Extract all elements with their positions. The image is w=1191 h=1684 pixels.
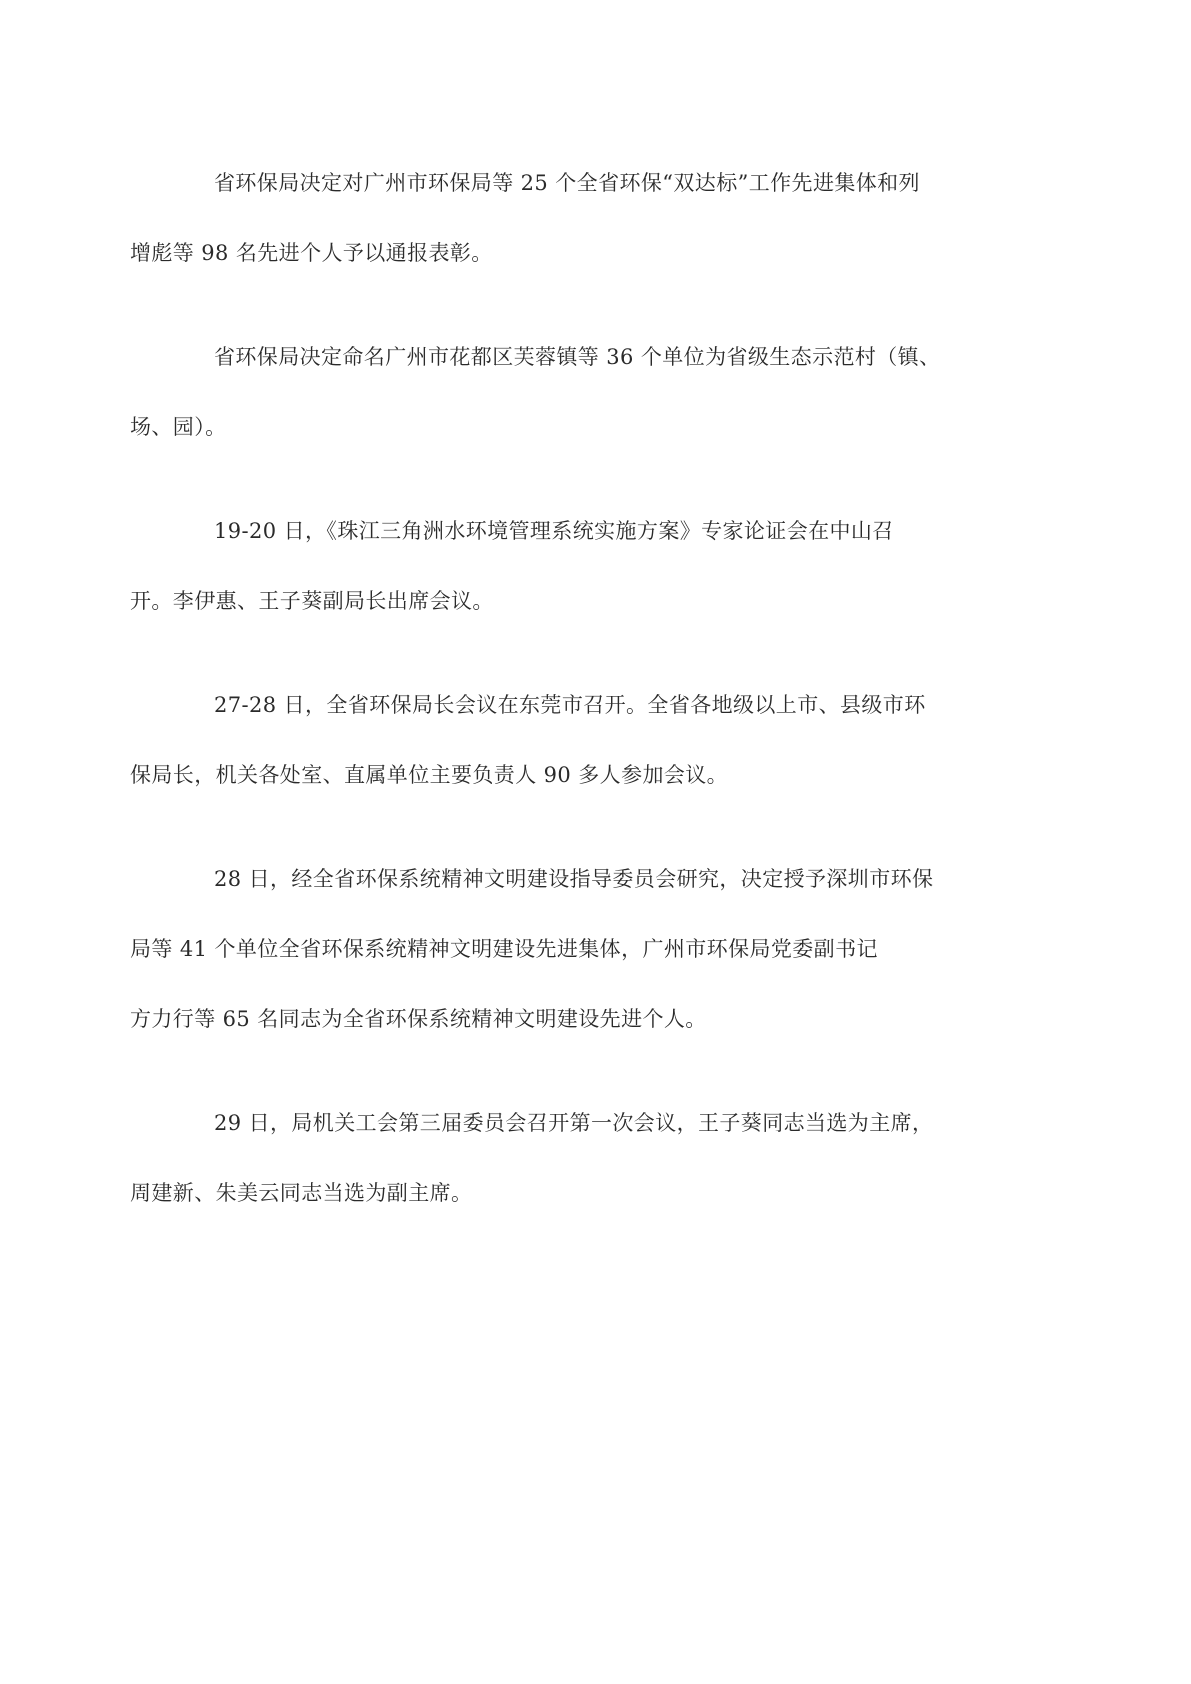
paragraph-directors-meeting bbox=[130, 670, 1020, 810]
paragraph-expert-review bbox=[130, 496, 1020, 636]
paragraph-line: 27-28 日，全省环保局长会议在东莞市召开。全省各地级以上市、县级市环 bbox=[214, 693, 926, 717]
paragraph-line: 方力行等 65 名同志为全省环保系统精神文明建设先进个人。 bbox=[130, 1007, 707, 1031]
paragraph-line: 28 日，经全省环保系统精神文明建设指导委员会研究，决定授予深圳市环保 bbox=[214, 867, 934, 891]
paragraph-line: 局等 41 个单位全省环保系统精神文明建设先进集体，广州市环保局党委副书记 bbox=[130, 937, 878, 961]
document-body bbox=[130, 148, 1020, 1262]
paragraph-eco-villages bbox=[130, 322, 1020, 462]
paragraph-line: 29 日，局机关工会第三届委员会召开第一次会议，王子葵同志当选为主席， bbox=[214, 1111, 934, 1135]
paragraph-line: 增彪等 98 名先进个人予以通报表彰。 bbox=[130, 241, 493, 265]
paragraph-line: 19-20 日，《珠江三角洲水环境管理系统实施方案》专家论证会在中山召 bbox=[214, 519, 894, 543]
paragraph-commendation bbox=[130, 148, 1020, 288]
paragraph-line: 场、园）。 bbox=[130, 415, 227, 439]
paragraph-line: 开。李伊惠、王子葵副局长出席会议。 bbox=[130, 589, 494, 613]
paragraph-line: 保局长，机关各处室、直属单位主要负责人 90 多人参加会议。 bbox=[130, 763, 729, 787]
paragraph-line: 省环保局决定对广州市环保局等 25 个全省环保“双达标”工作先进集体和列 bbox=[214, 171, 920, 195]
paragraph-line: 省环保局决定命名广州市花都区芙蓉镇等 36 个单位为省级生态示范村（镇、 bbox=[214, 345, 941, 369]
paragraph-line: 周建新、朱美云同志当选为副主席。 bbox=[130, 1181, 473, 1205]
paragraph-union-election bbox=[130, 1088, 1020, 1228]
paragraph-civilization-awards bbox=[130, 844, 1020, 1054]
